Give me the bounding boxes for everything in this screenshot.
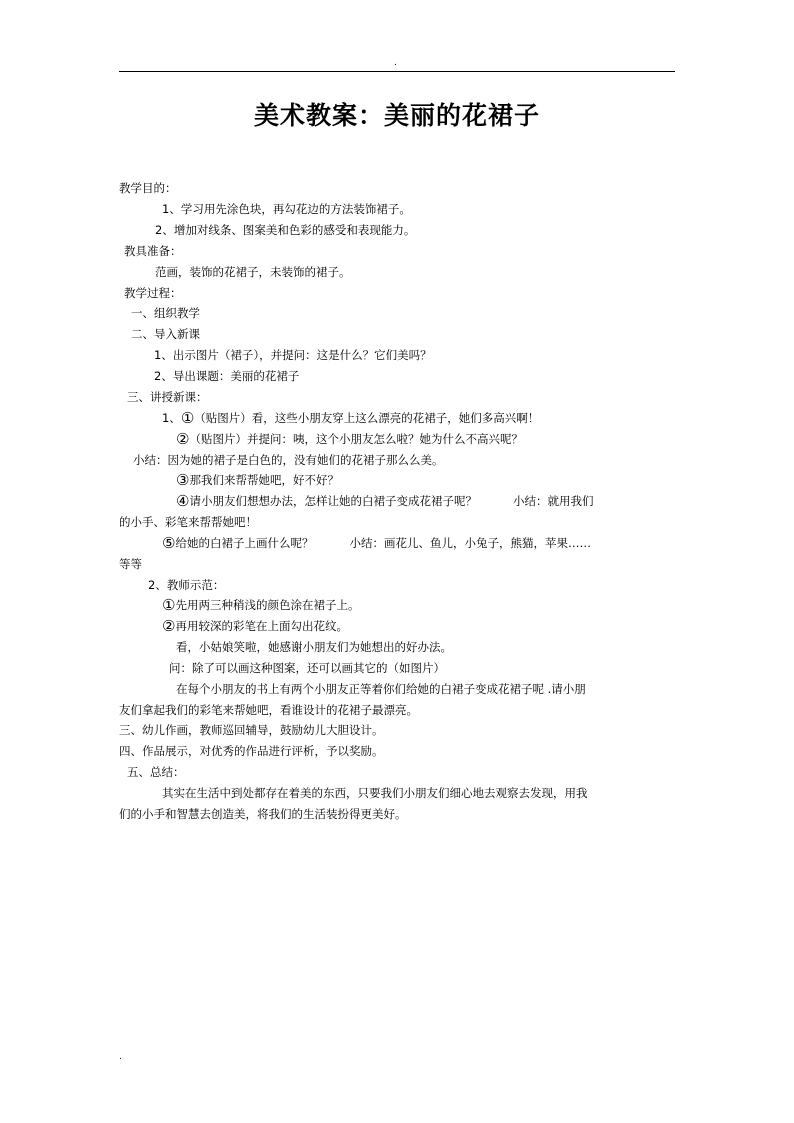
- circled-number-2: ②: [162, 617, 176, 635]
- demo-paragraph-3-line-2: 友们拿起我们的彩笔来帮她吧，看谁设计的花裙子最漂亮。: [119, 703, 418, 717]
- section-3-item-1-line-5: [162, 535, 591, 551]
- demo-paragraph-2: 问：除了可以画这种图案，还可以画其它的（如图片）: [169, 661, 445, 675]
- step-4-summary: 小结：就用我们: [512, 494, 594, 508]
- process-heading: 教学过程：: [124, 286, 182, 300]
- section-2-item-2: 2、导出课题：美丽的花裙子: [154, 369, 300, 383]
- circled-number-1: ①: [162, 596, 176, 614]
- summary-line-1: 小结：因为她的裙子是白色的，没有她们的花裙子那么么美。: [133, 453, 444, 467]
- demo-step-1: [162, 597, 359, 613]
- summary-paragraph-line-2: 们的小手和智慧去创造美，将我们的生活装扮得更美好。: [119, 807, 407, 821]
- demo-step-2-text: 再用较深的彩笔在上面勾出花纹。: [175, 619, 348, 633]
- section-3-heading: 三、讲授新课：: [127, 390, 208, 404]
- materials-text: 范画，装饰的花裙子，未装饰的裙子。: [155, 265, 351, 279]
- demo-step-1-text: 先用两三种稍浅的颜色涂在裙子上。: [175, 598, 360, 612]
- header-rule: [119, 71, 675, 72]
- step-4-continuation: 的小手、彩笔来帮帮她吧！: [119, 515, 257, 529]
- page-title: 美术教案：美丽的花裙子: [253, 101, 540, 130]
- step-5-text: 给她的白裙子上画什么呢？: [175, 536, 314, 550]
- step-2-text: （贴图片）并提问：咦，这个小朋友怎么啦？她为什么不高兴呢？: [189, 432, 523, 446]
- circled-number-1: ①: [180, 409, 195, 427]
- circled-number-4: ④: [176, 492, 190, 510]
- summary-paragraph-line-1: 其实在生活中到处都存在着美的东西，只要我们小朋友们细心地去观察去发现，用我: [162, 786, 588, 800]
- circled-number-2: ②: [176, 430, 190, 448]
- section-3-item-1-line-2: [176, 431, 523, 447]
- step-5-summary: 小结：画花儿、鱼儿，小兔子，熊猫，苹果……: [349, 536, 591, 550]
- step-4-text: 请小朋友们想想办法，怎样让她的白裙子变成花裙子呢？: [189, 494, 477, 508]
- section-2-item-1: 1、出示图片（裙子），并提问：这是什么？它们美吗？: [154, 348, 432, 362]
- section-3-item-1-line-1: [162, 410, 539, 426]
- objective-item-1: 1、学习用先涂色块，再勾花边的方法装饰裙子。: [162, 202, 411, 216]
- header-mark: .: [394, 58, 397, 68]
- demo-step-2: [162, 618, 348, 634]
- demo-paragraph-3-line-1: 在每个小朋友的书上有两个小朋友正等着你们给她的白裙子变成花裙子呢 .请小朋: [176, 682, 586, 696]
- section-1-heading: 一、组织教学: [131, 306, 200, 320]
- step-1-text: （贴图片）看，这些小朋友穿上这么漂亮的花裙子，她们多高兴啊！: [194, 411, 540, 425]
- section-3-item-1-line-3: [176, 472, 339, 488]
- circled-number-5: ⑤: [162, 534, 176, 552]
- section-3-item-1-line-4: [176, 493, 593, 509]
- circled-number-3: ③: [176, 471, 190, 489]
- item-prefix: 1、: [162, 411, 181, 425]
- objective-item-2: 2、增加对线条、图案美和色彩的感受和表现能力。: [155, 223, 416, 237]
- section-5: 四、作品展示，对优秀的作品进行评析，予以奖励。: [119, 744, 384, 758]
- step-3-text: 那我们来帮帮她吧，好不好？: [189, 473, 339, 487]
- step-5-continuation: 等等: [119, 557, 142, 571]
- section-4: 三、幼儿作画，教师巡回辅导，鼓励幼儿大胆设计。: [119, 723, 384, 737]
- materials-heading: 教具准备：: [124, 244, 182, 258]
- section-2-heading: 二、导入新课: [131, 327, 200, 341]
- objectives-heading: 教学目的：: [119, 181, 177, 195]
- demo-heading: 2、教师示范：: [148, 578, 225, 592]
- demo-paragraph-1: 看，小姑娘笑啦，她感谢小朋友们为她想出的好办法。: [176, 640, 452, 654]
- footer-mark: .: [119, 1052, 122, 1062]
- summary-heading: 五、总结：: [127, 765, 185, 779]
